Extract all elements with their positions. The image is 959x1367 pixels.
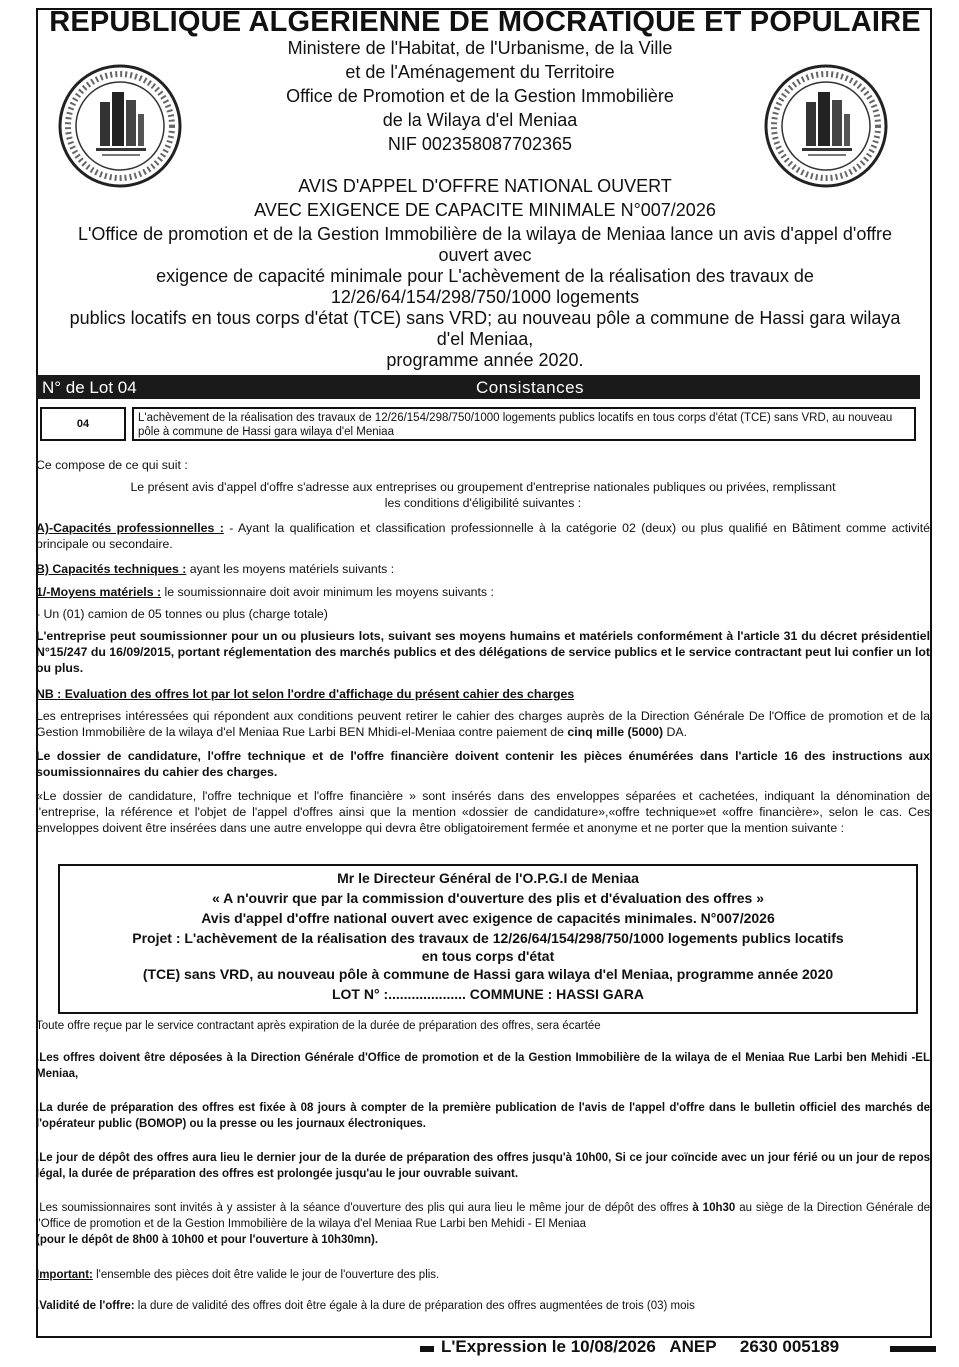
seance-paragraph <box>36 1200 930 1232</box>
envelope-line-7: LOT N° :.................... COMMUNE : HASSI GARA <box>331 986 645 1002</box>
seance-time: à 10h30 <box>692 1202 736 1214</box>
moyens-text: le soumissionnaire doit avoir minimum les moyens suivants : <box>164 585 494 599</box>
consistances-header: Consistances <box>476 378 585 397</box>
important-text: l'ensemble des pièces doit être valide le jour de l'ouverture des plis. <box>96 1269 440 1281</box>
moyens-label: 1/-Moyens matériels : <box>36 585 162 599</box>
retrait-paragraph <box>36 708 930 740</box>
jour-paragraph: .Le jour de dépôt des offres aura lieu le dernier jour de la durée de préparation des offres jusqu'à 10h00, Si ce jour coïncide avec un jour férié ou un jour de repos légal, la durée de préparation des offres est prolongée jusqu'au le jour ouvrable suivant. <box>36 1152 930 1180</box>
camion-line: - Un (01) camion de 05 tonnes ou plus (charge totale) <box>36 607 328 621</box>
validite-line <box>36 1298 930 1314</box>
envelope-line-1: Mr le Directeur Général de l'O.P.G.I de Meniaa <box>337 870 639 886</box>
duree-paragraph: .La durée de préparation des offres est fixée à 08 jours à compter de la première publication de l'avis de l'appel d'offre dans le bulletin officiel des marchés de l'opérateur public (BOMOP) ou la presse ou les journaux électroniques. <box>36 1102 930 1130</box>
notice-body-3: publics locatifs en tous corps d'état (TCE) sans VRD; au nouveau pôle a commune de Hassi gara wilaya d'el Meniaa, <box>69 308 901 349</box>
capacites-tech-text: ayant les moyens matériels suivants : <box>189 562 395 576</box>
capacites-pro-label: A)-Capacités professionnelles : <box>36 521 224 535</box>
retrait-end: DA. <box>666 725 687 739</box>
nif-line: NIF 002358087702365 <box>387 134 573 154</box>
office-line-2: de la Wilaya d'el Meniaa <box>382 110 578 130</box>
publication-footer: L'Expression le 10/08/2026 ANEP 2630 005189 <box>441 1337 840 1356</box>
compose-line: Ce compose de ce qui suit : <box>36 458 188 472</box>
notice-title-2: AVEC EXIGENCE DE CAPACITE MINIMALE N°007/2026 <box>254 200 716 220</box>
capacites-tech-label: B) Capacités techniques : <box>36 562 187 576</box>
moyens-materiels <box>36 584 930 600</box>
envelope-line-2: « A n'ouvrir que par la commission d'ouverture des plis et d'évaluation des offres » <box>212 890 764 906</box>
intro-line-2: les conditions d'éligibilité suivantes : <box>384 496 582 510</box>
seance-text-2: au siège de la Direction Générale de l'Office de promotion et de la Gestion Immobilière de la wilaya d'el Meniaa Rue Larbi ben Mehidi - El Meniaa <box>36 1202 930 1230</box>
lot-table-header <box>36 375 920 399</box>
envelope-line-6: (TCE) sans VRD, au nouveau pôle à commune de Hassi gara wilaya d'el Meniaa, programme année 2020 <box>142 966 834 982</box>
lot-number-cell: 04 <box>40 407 126 441</box>
capacites-pro-text: - Ayant la qualification et classification professionnelle à la catégorie 02 (deux) ou plus qualifié en Bâtiment comme activité principale ou secondaire. <box>36 521 930 551</box>
capacites-professionnelles <box>36 520 930 552</box>
page-title: REPUBLIQUE ALGERIENNE DE MOCRATIQUE ET POPULAIRE <box>49 6 921 38</box>
envelope-line-3: Avis d'appel d'offre national ouvert avec exigence de capacités minimales. N°007/2026 <box>201 910 775 926</box>
retrait-text: Les entreprises intéressées qui répondent aux conditions peuvent retirer le cahier des charges auprès de la Direction Générale De l'Office de promotion et de la Gestion Immobilière de la wilaya d'el Meniaa Rue Larbi BEN Mhidi-el-Meniaa contre paiement de <box>36 709 930 739</box>
enveloppes-paragraph: «Le dossier de candidature, l'offre technique et l'offre financière » sont insérés dans des enveloppes séparées et cachetées, indiquant la dénomination de l'entreprise, la référence et l'objet de l'appel d'offres ainsi que la mention «dossier de candidature»,«offre technique»et «offre financière», selon le cas. Ces enveloppes doivent être insérées dans une autre enveloppe qui devra être obligatoirement fermée et anonyme et ne porter que la mention suivante : <box>36 789 930 835</box>
lot-description-cell: L'achèvement de la réalisation des travaux de 12/26/154/298/750/1000 logements publics locatifs en tous corps d'état (TCE) sans VRD, au nouveau pôle à commune de Hassi gara wilaya d'el Meniaa <box>132 407 916 441</box>
ecartee-line: Toute offre reçue par le service contractant après expiration de la durée de préparation des offres, sera écartée <box>36 1020 601 1032</box>
seal-left-icon <box>56 62 184 190</box>
ministry-line-2: et de l'Aménagement du Territoire <box>345 62 615 82</box>
retrait-amount: cinq mille (5000) <box>567 725 664 739</box>
notice-body-2: exigence de capacité minimale pour L'achèvement de la réalisation des travaux de 12/26/64/154/298/750/1000 logements <box>156 266 814 307</box>
ministry-line-1: Ministere de l'Habitat, de l'Urbanisme, de la Ville <box>287 38 673 58</box>
important-line <box>36 1267 930 1283</box>
office-line-1: Office de Promotion et de la Gestion Immobilière <box>286 86 674 106</box>
envelope-line-5: en tous corps d'état <box>421 948 555 964</box>
seance-text-1: .Les soumissionnaires sont invités à y assister à la séance d'ouverture des plis qui aura lieu le même jour de dépôt des offres <box>36 1202 689 1214</box>
dossier-paragraph: Le dossier de candidature, l'offre technique et de l'offre financière doivent contenir les pièces énumérées dans l'article 16 des instructions aux soumissionnaires du cahier des charges. <box>36 749 930 779</box>
notice-body-4: programme année 2020. <box>386 350 584 370</box>
important-label: Important: <box>36 1269 93 1281</box>
seance-hours: (pour le dépôt de 8h00 à 10h00 et pour l'ouverture à 10h30mn). <box>36 1234 379 1246</box>
footer-rule-right <box>890 1346 936 1352</box>
lot-number-header: N° de Lot 04 <box>42 378 137 397</box>
footer-rule-left <box>420 1346 434 1352</box>
capacites-techniques <box>36 561 930 577</box>
validite-text: la dure de validité des offres doit être égale à la dure de préparation des offres augmentées de trois (03) mois <box>137 1300 695 1312</box>
lots-paragraph: L'entreprise peut soumissionner pour un ou plusieurs lots, suivant ses moyens humains et matériels conformément à l'article 31 du décret présidentiel N°15/247 du 16/09/2015, portant réglementation des marchés publics et des délégations de service publics et le service contractant peut lui confier un lot ou plus. <box>36 629 931 675</box>
notice-title-1: AVIS D'APPEL D'OFFRE NATIONAL OUVERT <box>298 176 672 196</box>
envelope-mention-box <box>58 864 918 1014</box>
notice-body-1: L'Office de promotion et de la Gestion Immobilière de la wilaya de Meniaa lance un avis d'appel d'offre ouvert avec <box>77 224 893 265</box>
seal-right-icon <box>762 62 890 190</box>
envelope-line-4: Projet : L'achèvement de la réalisation des travaux de 12/26/64/154/298/750/1000 logements publics locatifs <box>132 930 844 946</box>
intro-line-1: Le présent avis d'appel d'offre s'adresse aux entreprises ou groupement d'entreprise nationales publiques ou privées, remplissant <box>130 480 836 494</box>
nb-line: NB : Evaluation des offres lot par lot selon l'ordre d'affichage du présent cahier des charges <box>36 687 575 701</box>
depot-paragraph: .Les offres doivent être déposées à la Direction Générale d'Office de promotion et de la Gestion Immobilière de la wilaya de el Meniaa Rue Larbi ben Mehidi -EL Meniaa, <box>36 1052 930 1080</box>
validite-label: .Validité de l'offre: <box>36 1300 135 1312</box>
